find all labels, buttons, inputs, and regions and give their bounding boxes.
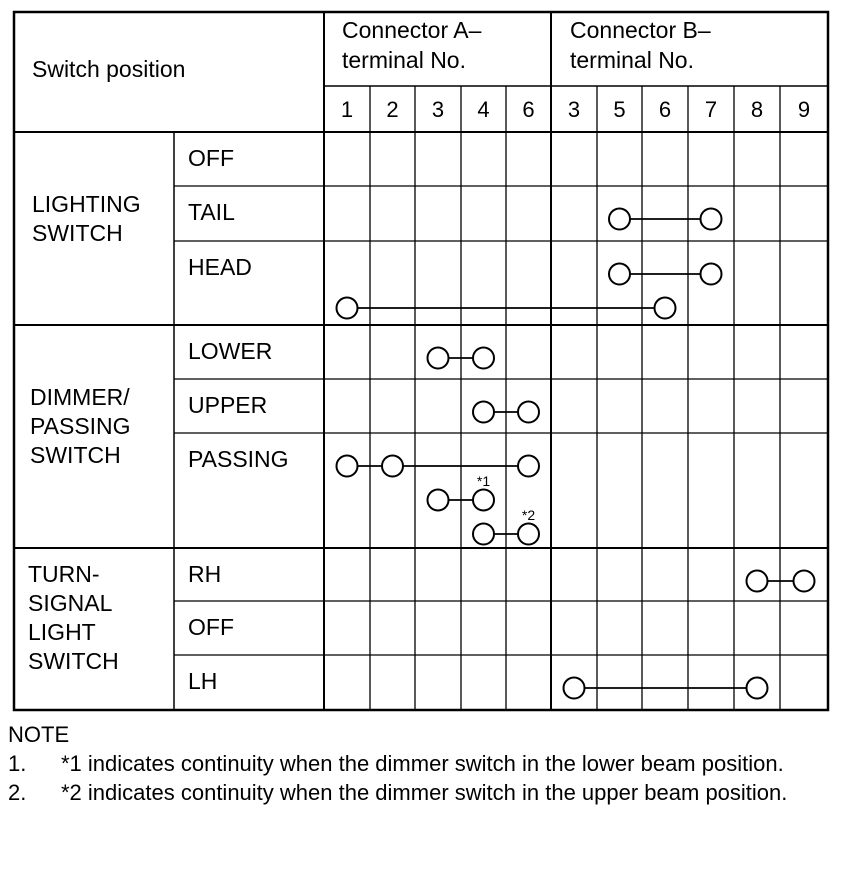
terminal-number: 9 (797, 97, 811, 122)
position-label: RH (188, 561, 222, 587)
position-label: UPPER (188, 392, 268, 418)
terminal-circle (473, 524, 494, 545)
terminal-circle (518, 402, 539, 423)
notes-title: NOTE (8, 722, 70, 747)
group-label (30, 384, 131, 468)
position-label: HEAD (188, 254, 252, 280)
note-number: 1. (8, 751, 27, 776)
position-label: LH (188, 668, 218, 694)
switch-position-header: Switch position (32, 56, 186, 82)
terminal-number: 8 (750, 97, 764, 122)
terminal-circle (518, 524, 539, 545)
connector-a-header (342, 17, 488, 73)
group-label-line: LIGHTING (32, 191, 141, 217)
terminal-number: 3 (567, 97, 581, 122)
terminal-number: 4 (477, 97, 490, 122)
continuity-connection (564, 678, 768, 699)
position-labels (188, 145, 289, 694)
group-label-line: SWITCH (32, 220, 123, 246)
position-label: OFF (188, 614, 234, 640)
continuity-connection (609, 264, 722, 285)
continuity-connection (609, 209, 722, 230)
terminal-number: 5 (613, 97, 626, 122)
terminal-circle (564, 678, 585, 699)
footnote-mark: *2 (521, 507, 536, 523)
position-label: OFF (188, 145, 234, 171)
terminal-circle (747, 571, 768, 592)
group-label-line: LIGHT (28, 619, 96, 645)
terminal-circle (794, 571, 815, 592)
terminal-circle (473, 402, 494, 423)
terminal-number: 3 (431, 97, 445, 122)
notes (8, 720, 838, 807)
group-label (28, 561, 119, 674)
terminal-circle (655, 298, 676, 319)
position-label: PASSING (188, 446, 289, 472)
connector-b-header (570, 17, 717, 73)
terminal-number: 2 (386, 97, 399, 122)
position-label: LOWER (188, 338, 273, 364)
group-label-line: SIGNAL (28, 590, 113, 616)
terminal-circle (337, 298, 358, 319)
terminal-circle (337, 456, 358, 477)
continuity-connection (337, 456, 540, 477)
terminal-circle (473, 490, 494, 511)
terminal-circle (382, 456, 403, 477)
terminal-circle (747, 678, 768, 699)
connector-a-line-2: terminal No. (342, 47, 466, 73)
footnote-mark: *1 (476, 473, 491, 489)
note-item-2 (8, 778, 838, 807)
note-number: 2. (8, 780, 27, 805)
group-label-line: TURN- (28, 561, 100, 587)
terminal-circle (428, 490, 449, 511)
note-text: *2 indicates continuity when the dimmer switch in the upper beam position. (61, 780, 788, 805)
terminal-number: 6 (658, 97, 672, 122)
connector-a-line-1: Connector A– (342, 17, 482, 43)
terminal-circle (609, 209, 630, 230)
terminal-numbers (341, 97, 810, 122)
connector-b-line-2: terminal No. (570, 47, 694, 73)
group-label-line: DIMMER/ (30, 384, 130, 410)
connections (337, 209, 815, 699)
connector-b-line-1: Connector B– (570, 17, 711, 43)
terminal-circle (428, 348, 449, 369)
terminal-circle (473, 348, 494, 369)
terminal-circle (609, 264, 630, 285)
group-label-line: SWITCH (28, 648, 119, 674)
note-text: *1 indicates continuity when the dimmer switch in the lower beam position. (61, 751, 784, 776)
group-labels (28, 191, 141, 674)
terminal-circle (701, 264, 722, 285)
terminal-number: 7 (704, 97, 718, 122)
note-item-1 (8, 749, 838, 778)
group-label-line: SWITCH (30, 442, 121, 468)
terminal-circle (701, 209, 722, 230)
terminal-circle (518, 456, 539, 477)
group-label (32, 191, 141, 246)
terminal-number: 6 (522, 97, 535, 122)
group-label-line: PASSING (30, 413, 131, 439)
position-label: TAIL (188, 199, 235, 225)
table-header (32, 17, 717, 82)
terminal-number: 1 (340, 97, 354, 122)
